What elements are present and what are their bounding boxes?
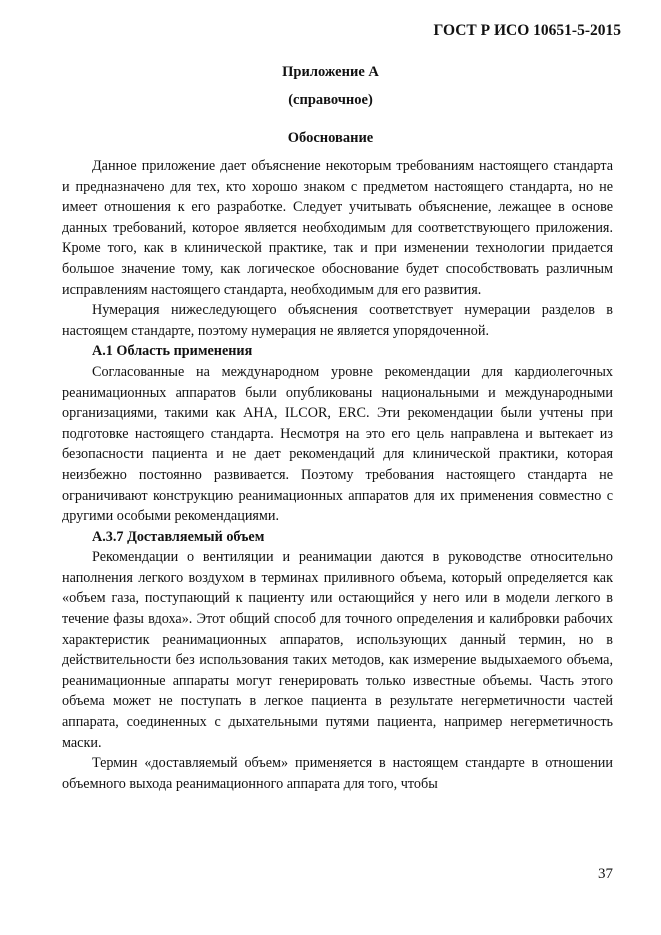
subsection-heading-a1: А.1 Область применения [92, 343, 253, 360]
paragraph-intro-1: Данное приложение дает объяснение некоторым требованиям настоящего стандарта и предназначено для тех, кто хорошо знаком с предметом настоящего стандарта, но не имеет отношения к его разработке. Следует учитывать объяснение, лежащее в основе данных требований, которое является необходимым для соответствующего приложения. Кроме того, как в клинической практике, так и при изменении технологии придается большое значение тому, как логическое обоснование будет способствовать различным исправлениям настоящего стандарта, необходимым для его развития. [62, 158, 613, 298]
paragraph-a1: Согласованные на международном уровне рекомендации для кардиолегочных реанимационных аппаратов были опубликованы национальными и международными организациями, такими как АНА, ILCOR, ERC. Эти рекомендации были учтены при подготовке настоящего стандарта. Несмотря на это его цель направлена и вытекает из безопасности пациента и не дает рекомендаций для клинической практики, которая неизбежно постоянно развивается. Поэтому требования настоящего стандарта не ограничивают конструкцию реанимационных аппаратов для их применения совместно с другими особыми рекомендациями. [62, 363, 613, 525]
appendix-title: Приложение А [282, 64, 379, 80]
paragraph-intro-2: Нумерация нижеследующего объяснения соответствует нумерации разделов в настоящем стандарте, поэтому нумерация не является упорядоченной. [62, 302, 613, 339]
paragraph-a37: Рекомендации о вентиляции и реанимации даются в руководстве относительно наполнения легкого воздухом в терминах приливного объема, который определяется как «объем газа, поступающий к пациенту или остающийся у него или в модели легкого в течение фазы вдоха». Этот общий способ для точного определения и калибровки рабочих характеристик реанимационных аппаратов, использующих данный термин, но в действительности без использования таких методов, как измерение выдыхаемого объема, реанимационные аппараты могут генерировать только известные объемы. Часть этого объема может не поступать в легкое пациента в результате негерметичности частей аппарата, соединенных с дыхательными путями пациента, например негерметичность маски. [62, 549, 613, 751]
standard-number: ГОСТ Р ИСО 10651-5-2015 [433, 22, 621, 39]
paragraph-a37-continued: Термин «доставляемый объем» применяется в настоящем стандарте в отношении объемного выхода реанимационного аппарата для того, чтобы [62, 755, 613, 792]
section-heading: Обоснование [287, 130, 374, 146]
subsection-heading-a37: А.3.7 Доставляемый объем [92, 528, 265, 545]
appendix-kind: (справочное) [288, 92, 373, 108]
page-number: 37 [598, 866, 613, 882]
document-body [62, 156, 613, 794]
